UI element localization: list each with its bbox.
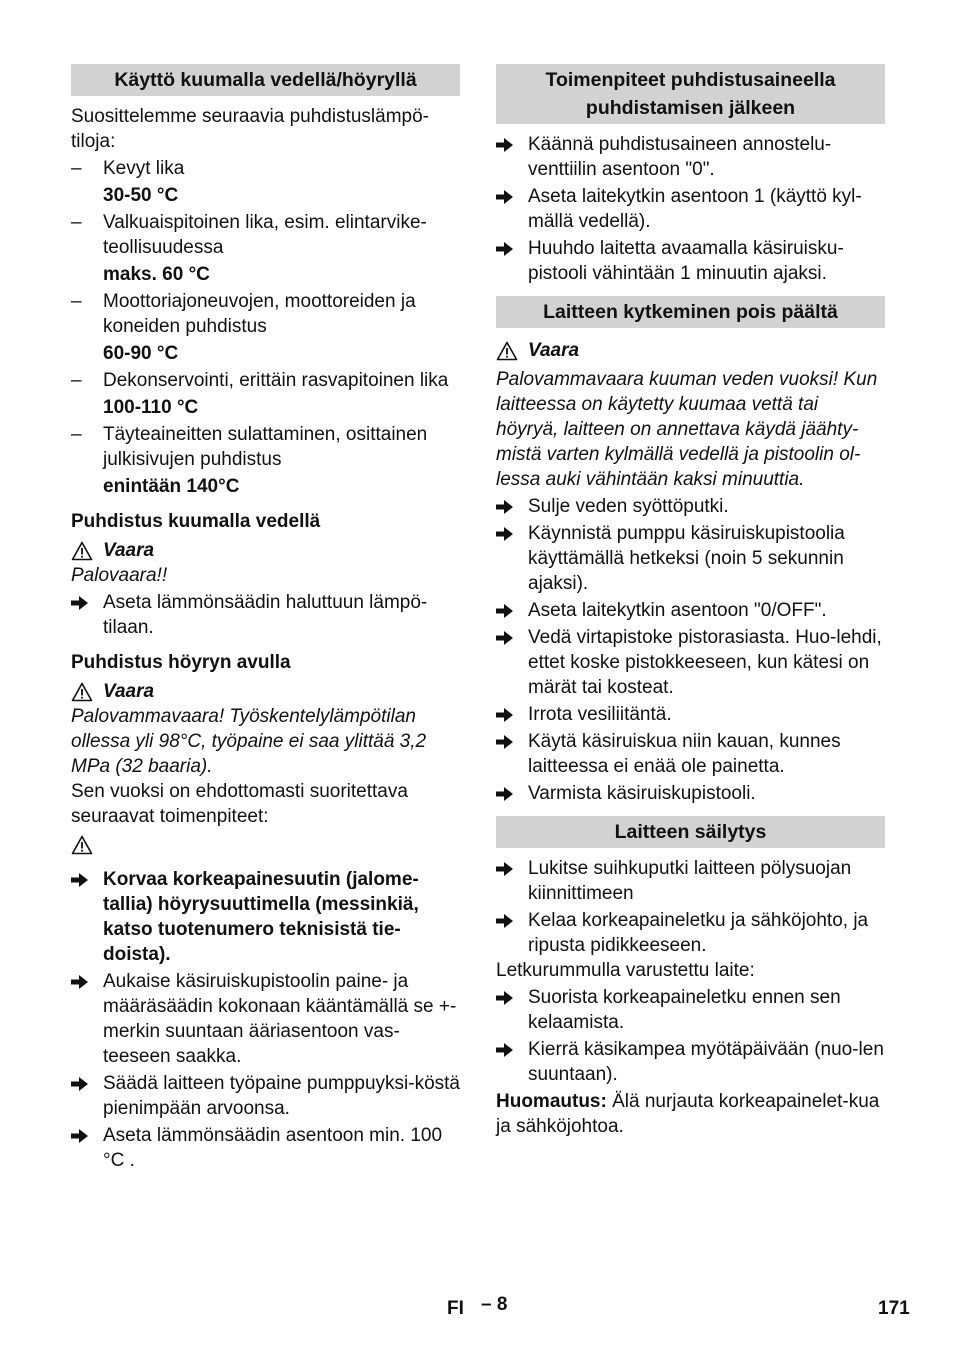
step-item [71, 1071, 460, 1121]
step-text: Huuhdo laitetta avaamalla käsiruisku-pistooli vähintään 1 minuutin ajaksi. [528, 238, 844, 284]
step-text: Lukitse suihkuputki laitteen pölysuojan kiinnittimeen [528, 858, 852, 904]
step-text: Käännä puhdistusaineen annostelu-venttiilin asentoon "0". [528, 134, 832, 180]
step-text: Sulje veden syöttöputki. [528, 496, 729, 517]
footer-language: FI [447, 1298, 464, 1319]
arrow-right-icon [496, 991, 513, 1005]
arrow-right-icon [71, 1129, 88, 1143]
warning-triangle-icon [71, 682, 93, 702]
step-item [496, 1037, 885, 1087]
arrow-right-icon [496, 1043, 513, 1057]
step-text: Suorista korkeapaineletku ennen sen kelaamista. [528, 987, 841, 1033]
list-item: – Täyteaineitten sulattaminen, osittainen julkisivujen puhdistus [71, 422, 460, 472]
list-item: – Moottoriajoneuvojen, moottoreiden ja koneiden puhdistus [71, 289, 460, 339]
temperature-value: 100-110 °C [103, 397, 199, 418]
section-heading-after-detergent: Toimenpiteet puhdistusaineella puhdistamisen jälkeen [496, 64, 885, 124]
temperature-value: 30-50 °C [103, 185, 179, 206]
right-column [496, 64, 885, 1139]
subheading-steam: Puhdistus höyryn avulla [71, 652, 291, 673]
warning-label [496, 338, 885, 363]
warning-word: Vaara [103, 681, 155, 702]
list-item: – Valkuaispitoinen lika, esim. elintarvike-teollisuudessa [71, 210, 460, 260]
step-item [496, 781, 885, 806]
intro-text: Suosittelemme seuraavia puhdistuslämpö-tiloja: [71, 106, 430, 152]
warning-word: Vaara [528, 340, 580, 361]
footer-page-number: 171 [878, 1298, 910, 1319]
temperature-value: maks. 60 °C [103, 264, 210, 285]
step-text: Kierrä käsikampea myötäpäivään (nuo-len suuntaan). [528, 1039, 884, 1085]
section-heading-hot-water: Käyttö kuumalla vedellä/höyryllä [71, 64, 460, 96]
footer-local-page: – 8 [481, 1294, 508, 1315]
step-text: Aukaise käsiruiskupistoolin paine- ja määräsäädin kokonaan kääntämällä se +-merkin suuntaan ääriasentoon vas-teeseen saakka. [103, 971, 457, 1067]
warning-triangle-icon [71, 541, 93, 561]
section-heading-switch-off: Laitteen kytkeminen pois päältä [496, 296, 885, 328]
list-item: – Dekonservointi, erittäin rasvapitoinen lika [71, 368, 460, 393]
step-text: Irrota vesiliitäntä. [528, 704, 672, 725]
arrow-right-icon [496, 735, 513, 749]
step-item [496, 494, 885, 519]
step-text: Vedä virtapistoke pistorasiasta. Huo-lehdi, ettet koske pistokkeeseen, kun kätesi on märät tai kosteat. [528, 627, 882, 698]
list-item: – Kevyt lika [71, 156, 460, 181]
step-text: Käytä käsiruiskua niin kauan, kunnes laitteessa ei enää ole painetta. [528, 731, 841, 777]
warning-symbol [71, 835, 460, 855]
step-item [496, 236, 885, 286]
warning-label [71, 679, 460, 704]
remark-label: Huomautus: [496, 1091, 607, 1112]
step-item [496, 132, 885, 182]
temperature-list [71, 156, 460, 499]
arrow-right-icon [496, 604, 513, 618]
warning-word: Vaara [103, 540, 155, 561]
step-list [496, 856, 885, 958]
step-text: Aseta lämmönsäädin haluttuun lämpö-tilaan. [103, 592, 428, 638]
step-text: Kelaa korkeapaineletku ja sähköjohto, ja ripusta pidikkeeseen. [528, 910, 869, 956]
step-item [496, 521, 885, 596]
section-heading-storage: Laitteen säilytys [496, 816, 885, 848]
step-item [71, 1123, 460, 1173]
arrow-right-icon [496, 631, 513, 645]
subheading-hot-water: Puhdistus kuumalla vedellä [71, 511, 321, 532]
arrow-right-icon [496, 914, 513, 928]
remark-text: Älä nurjauta korkeapainelet-kua ja sähköjohtoa. [496, 1091, 880, 1137]
warning-label [71, 538, 460, 563]
step-item [496, 184, 885, 234]
arrow-right-icon [71, 873, 88, 887]
step-item [71, 969, 460, 1069]
step-text: Varmista käsiruiskupistooli. [528, 783, 756, 804]
note-text: Sen vuoksi on ehdottomasti suoritettava seuraavat toimenpiteet: [71, 781, 408, 827]
arrow-right-icon [496, 787, 513, 801]
step-text: Käynnistä pumppu käsiruiskupistoolia käyttämällä hetkeksi (noin 5 sekunnin ajaksi). [528, 523, 845, 594]
temperature-value: 60-90 °C [103, 343, 179, 364]
warning-text: Palovammavaara! Työskentelylämpötilan ollessa yli 98°C, työpaine ei saa ylittää 3,2 MPa (32 baaria). [71, 706, 427, 777]
left-column [71, 64, 460, 1173]
step-item [496, 729, 885, 779]
step-item [496, 908, 885, 958]
arrow-right-icon [496, 242, 513, 256]
remark [496, 1089, 885, 1139]
arrow-right-icon [496, 708, 513, 722]
step-item [496, 625, 885, 700]
arrow-right-icon [496, 190, 513, 204]
step-text: Aseta laitekytkin asentoon "0/OFF". [528, 600, 827, 621]
warning-text: Palovammavaara kuuman veden vuoksi! Kun laitteessa on käytetty kuumaa vettä tai höyryä, laitteen on annettava käydä jäähty-mistä varten kylmällä vedellä ja pistoolin ol-lessa auki vähintään kaksi minuuttia. [496, 369, 878, 490]
arrow-right-icon [71, 1077, 88, 1091]
arrow-right-icon [71, 975, 88, 989]
step-text: Aseta lämmönsäädin asentoon min. 100 °C . [103, 1125, 443, 1171]
step-item [496, 702, 885, 727]
step-list [496, 132, 885, 286]
warning-triangle-icon [71, 835, 93, 855]
step-text: Säädä laitteen työpaine pumppuyksi-köstä pienimpään arvoonsa. [103, 1073, 461, 1119]
arrow-right-icon [496, 500, 513, 514]
arrow-right-icon [496, 138, 513, 152]
step-item [496, 598, 885, 623]
step-item [496, 985, 885, 1035]
arrow-right-icon [496, 527, 513, 541]
step-list [496, 985, 885, 1087]
step-item [496, 856, 885, 906]
step-text: Aseta laitekytkin asentoon 1 (käyttö kyl-mällä vedellä). [528, 186, 862, 232]
temperature-value: enintään 140°C [103, 476, 240, 497]
step-item [71, 590, 460, 640]
arrow-right-icon [71, 596, 88, 610]
step-list [496, 494, 885, 806]
step-text: Korvaa korkeapainesuutin (jalome-tallia) höyrysuuttimella (messinkiä, katso tuotenumero teknisistä tie-doista). [103, 869, 419, 965]
step-item [71, 867, 460, 967]
warning-triangle-icon [496, 341, 518, 361]
warning-text: Palovaara!! [71, 565, 168, 586]
reel-note: Letkurummulla varustettu laite: [496, 960, 755, 981]
arrow-right-icon [496, 862, 513, 876]
